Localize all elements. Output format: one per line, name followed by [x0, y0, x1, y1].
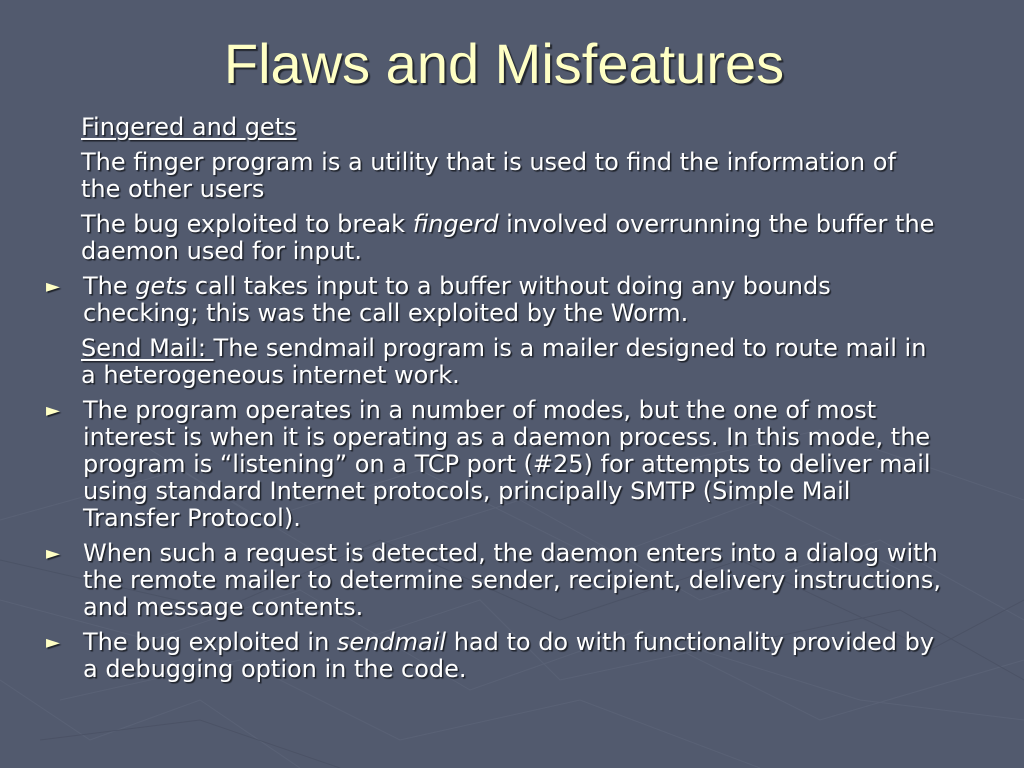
bullet-text-before: The	[83, 272, 136, 300]
bullet-arrow-icon: ►	[46, 543, 60, 564]
bullet-text-after: call takes input to a buffer without doing any bounds checking; this was the call exploited by the Worm.	[83, 272, 831, 327]
bullet-arrow-icon: ►	[46, 400, 60, 421]
bullet-text-italic: gets	[135, 272, 188, 300]
paragraph-text-after: The sendmail program is a mailer designed to route mail in a heterogeneous internet work.	[81, 334, 927, 389]
bullet-text-after: had to do with functionality provided by a debugging option in the code.	[83, 628, 935, 683]
bullet-text: When such a request is detected, the daemon enters into a dialog with the remote mailer to determine sender, recipient, delivery instructions, and message contents.	[83, 539, 941, 621]
paragraph-text-italic: fingerd	[412, 210, 499, 238]
bullet-text-before: The bug exploited in	[83, 628, 337, 656]
paragraph-finger-program	[81, 149, 941, 203]
bullet-arrow-icon: ►	[46, 276, 60, 297]
subheading-text: Fingered and gets	[81, 113, 297, 141]
paragraph-text-before: The bug exploited to break	[81, 210, 413, 238]
paragraph-text-after: involved overrunning the buffer the daemon used for input.	[81, 210, 935, 265]
subheading-fingered-and-gets	[81, 114, 941, 141]
slide-title: Flaws and Misfeatures	[223, 32, 785, 95]
subheading-send-mail: Send Mail:	[81, 334, 214, 362]
bullet-program-modes	[46, 396, 943, 532]
paragraph-send-mail	[81, 335, 941, 389]
slide-body	[0, 114, 1024, 683]
bullet-request-detected	[46, 539, 943, 621]
bullet-text: The program operates in a number of modes, but the one of most interest is when it is operating as a daemon process. In this mode, the program is “listening” on a TCP port (#25) for attempts to deliver mail using standard Internet protocols, principally SMTP (Simple Mail Transfer Protocol).	[83, 396, 931, 532]
bullet-sendmail-bug	[46, 628, 943, 683]
bullet-gets-call	[46, 272, 943, 327]
bullet-text-italic: sendmail	[336, 628, 447, 656]
paragraph-fingerd-bug	[81, 211, 941, 265]
bullet-arrow-icon: ►	[46, 632, 60, 653]
paragraph-text: The finger program is a utility that is used to find the information of the other users	[81, 148, 896, 203]
